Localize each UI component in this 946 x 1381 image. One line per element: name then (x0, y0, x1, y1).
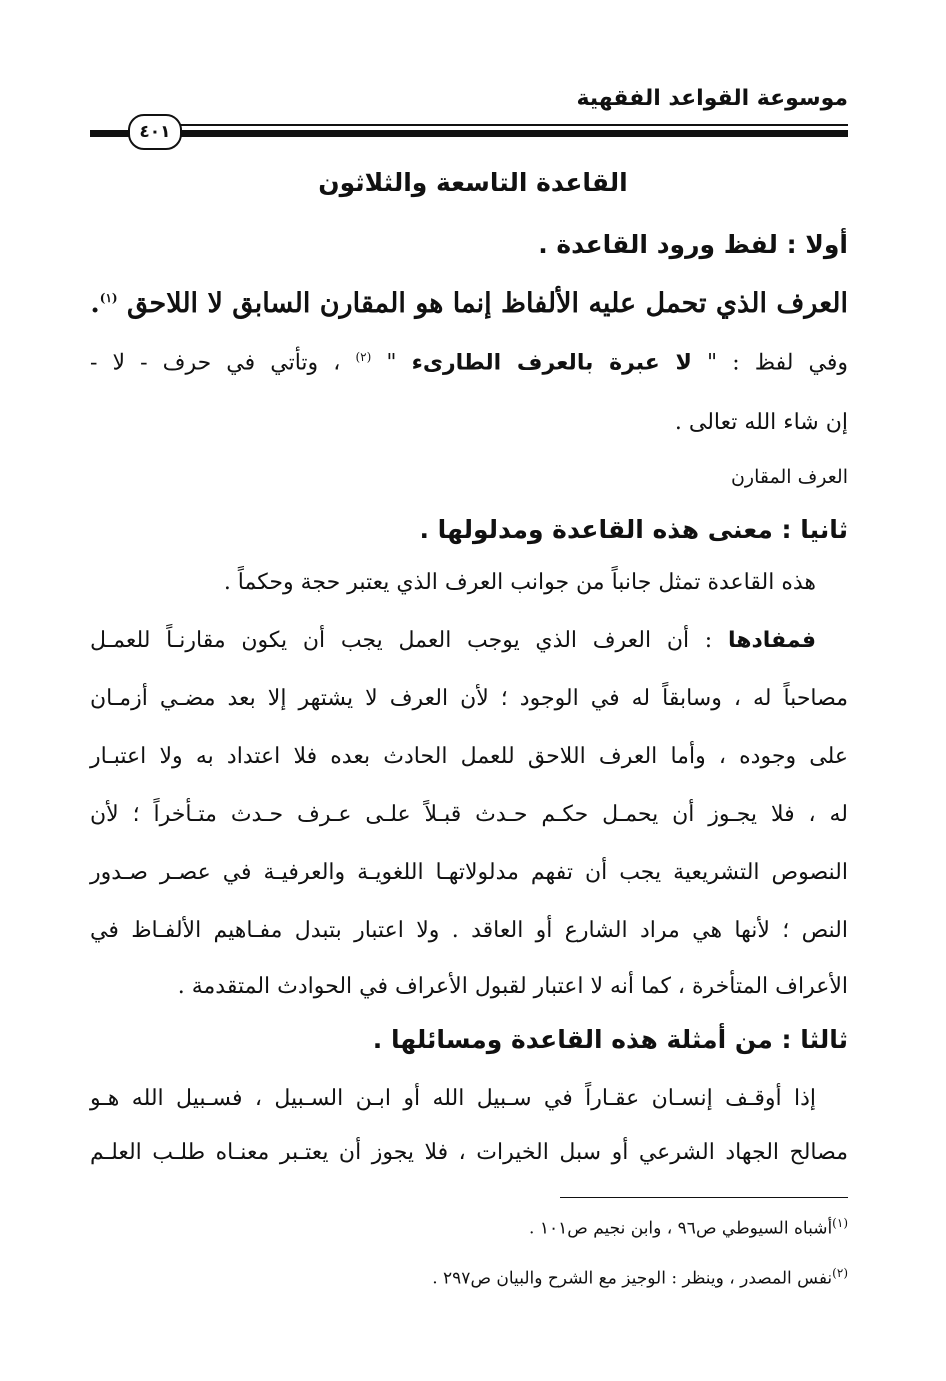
paragraph-line: هذه القاعدة تمثل جانباً من جوانب العرف الذي يعتبر حجة وحكماً . (223, 570, 816, 595)
paragraph-line: الأعراف المتأخرة ، كما أنه لا اعتبار لقبول الأعراف في الحوادث المتقدمة . (177, 974, 848, 999)
variant-line-end: إن شاء الله تعالى . (674, 410, 848, 435)
rule-statement (90, 288, 848, 319)
lead-word: فمفادها (727, 628, 816, 653)
section3-heading: ثالثا : من أمثلة هذه القاعدة ومسائلها . (372, 1025, 848, 1054)
section2-heading: ثانيا : معنى هذه القاعدة ومدلولها . (419, 515, 848, 544)
footnote-separator (560, 1197, 848, 1198)
footnote-mark: (١) (832, 1216, 848, 1230)
paragraph-line: مصاحباً له ، وسابقاً له في الوجود ؛ لأن العرف لا يشتهر إلا بعد مضـي أزمـان (90, 686, 848, 711)
variant-prefix: وفي لفظ : " (707, 350, 848, 376)
variant-line (90, 350, 848, 375)
rule-end: . (90, 288, 100, 319)
paragraph-line: على وجوده ، وأما العرف اللاحق للعمل الحادث بعده فلا اعتداد به ولا اعتبـار (90, 744, 848, 769)
footnote-1 (529, 1216, 848, 1239)
header-rule-thin (178, 124, 848, 126)
paragraph-line: النصوص التشريعية يجب أن تفهم مدلولاتهـا اللغويـة والعرفيـة في عصـر صـدور (90, 860, 848, 885)
header-rule-thick (178, 130, 848, 137)
variant-bold-text: لا عبرة بالعرف الطارىء (411, 350, 692, 376)
rule-text: العرف الذي تحمل عليه الألفاظ إنما هو المقارن السابق لا اللاحق (127, 288, 848, 319)
footnote-mark: (٢) (832, 1266, 848, 1280)
paragraph-line: مصالح الجهاد الشرعي أو سبل الخيرات ، فلا يجوز أن يعتـبر معنـاه طلـب العلـم (90, 1140, 848, 1165)
paragraph-line (90, 628, 816, 653)
footnote-ref-1: (١) (99, 291, 118, 305)
footnote-ref-2: (٢) (355, 350, 372, 364)
keyword-label: العرف المقارن (730, 466, 848, 488)
variant-suffix: " (386, 350, 397, 376)
page-title: القاعدة التاسعة والثلاثون (318, 168, 628, 197)
footnote-text: أشباه السيوطي ص٩٦ ، وابن نجيم ص١٠١ . (529, 1218, 833, 1239)
paragraph-line: إذا أوقـف إنسـان عقـاراً في سـبيل الله أو ابـن السـبيل ، فسـبيل الله هـو (90, 1086, 816, 1111)
paragraph-line: النص ؛ لأنها هي مراد الشارع أو العاقد . ولا اعتبار بتبدل مفـاهيم الألفـاظ في (90, 918, 848, 943)
page-number: ٤٠١ (128, 114, 182, 150)
running-header-title: موسوعة القواعد الفقهية (576, 86, 848, 111)
section1-heading: أولا : لفظ ورود القاعدة . (538, 230, 848, 259)
variant-rest: ، وتأتي في حرف - لا - (90, 350, 341, 376)
footnote-2 (432, 1266, 848, 1289)
paragraph-line: له ، فلا يجـوز أن يحمـل حكـم حـدث قبـلاً علـى عـرف حـدث متـأخراً ؛ لأن (90, 802, 848, 827)
header-rule-thick-left (90, 130, 132, 137)
lead-line-text: : أن العرف الذي يوجب العمل يجب أن يكون مقارنـاً للعمـل (90, 628, 713, 653)
footnote-text: نفس المصدر ، وينظر : الوجيز مع الشرح والبيان ص٢٩٧ . (432, 1268, 833, 1289)
